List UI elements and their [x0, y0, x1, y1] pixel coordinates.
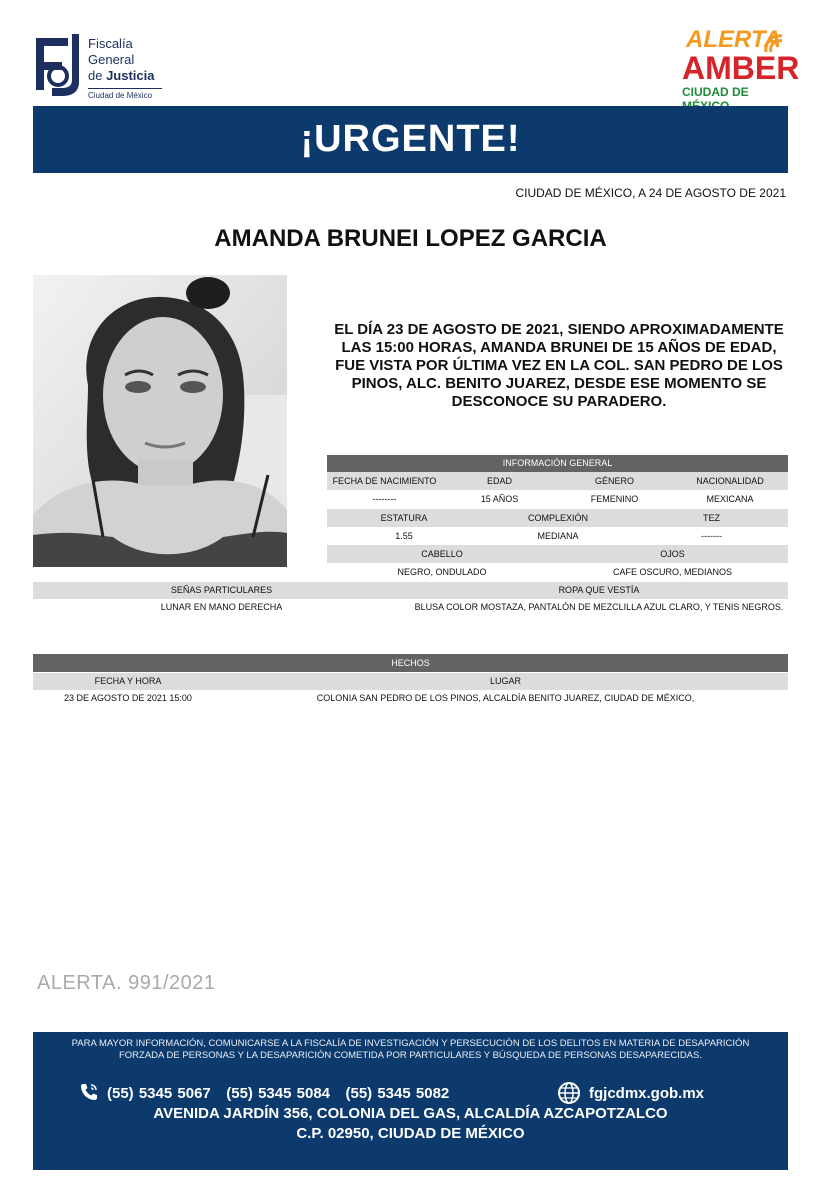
- person-name: AMANDA BRUNEI LOPEZ GARCIA: [214, 225, 607, 252]
- header-tez: TEZ: [703, 513, 720, 523]
- value-lugar: COLONIA SAN PEDRO DE LOS PINOS, ALCALDÍA BENITO JUAREZ, CIUDAD DE MÉXICO,: [316, 693, 695, 703]
- case-description: EL DÍA 23 DE AGOSTO DE 2021, SIENDO APROXIMADAMENTE LAS 15:00 HORAS, AMANDA BRUNEI DE 15 AÑOS DE EDAD, FUE VISTA POR ÚLTIMA VEZ EN LA COL. SAN PEDRO DE LOS PINOS, ALC. BENITO JUAREZ, DESDE ESE MOMENTO SE DESCONOCE SU PARADERO.: [334, 321, 784, 410]
- value-cabello: NEGRO, ONDULADO: [397, 567, 487, 577]
- header-complexion: COMPLEXIÓN: [527, 513, 588, 523]
- info-values-row3: [327, 563, 788, 581]
- footer-info-line2: FORZADA DE PERSONAS Y LA DESAPARICIÓN COMETIDA POR PARTICULARES Y BÚSQUEDA DE PERSONAS DESAPARECIDAS.: [118, 1050, 702, 1061]
- alert-number: ALERTA. 991/2021: [37, 972, 216, 994]
- value-ropa: BLUSA COLOR MOSTAZA, PANTALÓN DE MEZCLILLA AZUL CLARO, Y TENIS NEGROS.: [414, 602, 784, 612]
- header-fecha-hora: FECHA Y HORA: [94, 676, 162, 686]
- value-ojos: CAFE OSCURO, MEDIANOS: [612, 567, 732, 577]
- header-estatura: ESTATURA: [380, 513, 428, 523]
- fgj-sub: Ciudad de México: [88, 88, 162, 100]
- globe-icon: [557, 1081, 581, 1105]
- senas-headers: [33, 582, 788, 599]
- value-senas-particulares: LUNAR EN MANO DERECHA: [160, 602, 283, 612]
- header-lugar: LUGAR: [489, 676, 521, 686]
- fgj-line3-bold: Justicia: [106, 68, 155, 83]
- value-complexion: MEDIANA: [537, 531, 579, 541]
- hechos-title: HECHOS: [33, 654, 788, 672]
- address-line1: AVENIDA JARDÍN 356, COLONIA DEL GAS, ALCALDÍA AZCAPOTZALCO: [153, 1105, 668, 1122]
- info-general-title: INFORMACIÓN GENERAL: [327, 455, 788, 472]
- fgj-line3-prefix: de: [88, 68, 107, 83]
- header-fecha-nacimiento: FECHA DE NACIMIENTO: [332, 476, 437, 486]
- header-senas-particulares: SEÑAS PARTICULARES: [170, 585, 273, 595]
- phone-numbers[interactable]: (55) 5345 5067 (55) 5345 5084 (55) 5345 5082: [107, 1085, 450, 1102]
- value-estatura: 1.55: [395, 531, 413, 541]
- footer-info: [33, 1038, 788, 1062]
- fgj-shield-icon: [32, 32, 82, 98]
- senas-values: [33, 599, 788, 615]
- fgj-line2: General: [88, 52, 135, 67]
- value-edad: 15 AÑOS: [480, 494, 519, 504]
- amber-line1: ALERTA: [686, 26, 782, 53]
- amber-line3: CIUDAD DE: [682, 85, 749, 99]
- contact-footer: [33, 1032, 788, 1170]
- portrait-image: [33, 275, 287, 567]
- info-headers-row1: [327, 472, 788, 490]
- header-edad: EDAD: [486, 476, 512, 486]
- header-cabello: CABELLO: [421, 549, 463, 559]
- value-fecha-nacimiento: --------: [372, 494, 397, 504]
- info-headers-row2: [327, 509, 788, 527]
- amber-line2: AMBER: [682, 50, 800, 86]
- hechos-headers: [33, 673, 788, 690]
- value-tez: -------: [701, 531, 722, 541]
- alerta-amber-logo: [676, 26, 800, 102]
- website-link[interactable]: fgjcdmx.gob.mx: [589, 1085, 705, 1102]
- header-nacionalidad: NACIONALIDAD: [696, 476, 764, 486]
- fgj-line1: Fiscalía: [88, 36, 133, 51]
- fgj-logo: [32, 30, 172, 102]
- amber-signal-icon: [762, 30, 790, 58]
- header-ojos: OJOS: [660, 549, 685, 559]
- address-line2: C.P. 02950, CIUDAD DE MÉXICO: [296, 1125, 525, 1142]
- phone-icon: [79, 1082, 99, 1102]
- header-ropa: ROPA QUE VESTÍA: [558, 585, 640, 595]
- hechos-values: [33, 690, 788, 706]
- footer-info-line1: PARA MAYOR INFORMACIÓN, COMUNICARSE A LA FISCALÍA DE INVESTIGACIÓN Y PERSECUCIÓN DE LOS DELITOS EN MATERIA DE DESAPARICIÓN: [71, 1038, 750, 1049]
- value-nacionalidad: MEXICANA: [706, 494, 754, 504]
- info-headers-row3: [327, 545, 788, 563]
- info-values-row2: [327, 527, 788, 545]
- date-line: CIUDAD DE MÉXICO, A 24 DE AGOSTO DE 2021: [515, 186, 786, 200]
- missing-person-photo: [33, 275, 287, 567]
- value-genero: FEMENINO: [590, 494, 639, 504]
- urgent-banner: ¡URGENTE!: [33, 106, 788, 173]
- value-fecha-hora: 23 DE AGOSTO DE 2021 15:00: [64, 693, 192, 703]
- header-genero: GÉNERO: [594, 476, 634, 486]
- info-values-row1: [327, 490, 788, 508]
